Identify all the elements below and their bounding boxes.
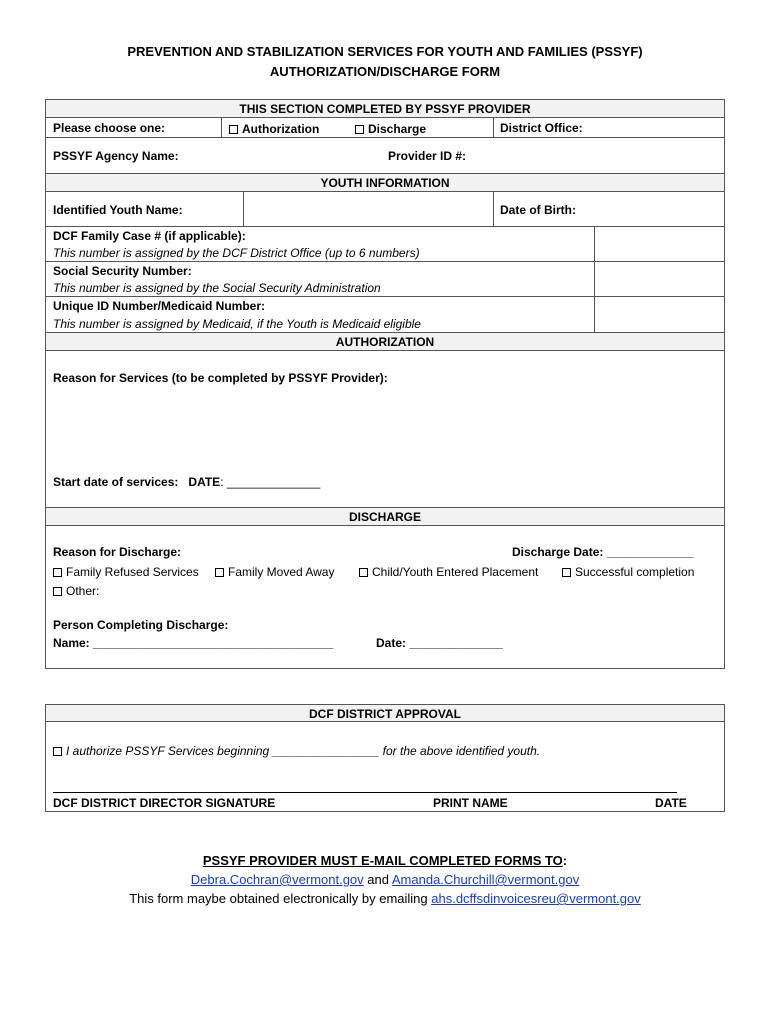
checkbox-icon[interactable] (53, 587, 62, 596)
discharge-option-label: Family Refused Services (66, 565, 199, 579)
unique-id-label: Unique ID Number/Medicaid Number: (53, 299, 266, 313)
footer-colon: : (562, 853, 568, 868)
footer-instruction-line (0, 851, 770, 870)
form-title-line2: AUTHORIZATION/DISCHARGE FORM (269, 64, 501, 79)
discharge-checkbox[interactable] (355, 125, 364, 134)
provider-section-heading: THIS SECTION COMPLETED BY PSSYF PROVIDER (239, 102, 531, 116)
ssn-label: Social Security Number: (53, 264, 192, 278)
discharge-option-label: Discharge (368, 122, 427, 136)
date-of-birth-label: Date of Birth: (500, 203, 576, 217)
authorization-option[interactable] (229, 122, 319, 136)
authorize-text: I authorize PSSYF Services beginning ________________ for the above identified youth. (66, 744, 541, 758)
email-link-invoices[interactable]: ahs.dcffsdinvoicesreu@vermont.gov (431, 891, 641, 906)
agency-name-label: PSSYF Agency Name: (53, 149, 179, 163)
signature-line[interactable] (53, 792, 677, 793)
provider-id-label: Provider ID #: (388, 149, 467, 163)
discharge-section-heading: DISCHARGE (348, 510, 421, 524)
discharge-option-label: Successful completion (575, 565, 695, 579)
date-of-birth-field[interactable] (596, 193, 723, 224)
checkbox-icon[interactable] (215, 568, 224, 577)
footer-and: and (363, 872, 392, 887)
discharge-option-refused[interactable] (53, 565, 199, 579)
authorization-checkbox[interactable] (229, 125, 238, 134)
checkbox-icon[interactable] (359, 568, 368, 577)
checkbox-icon[interactable] (562, 568, 571, 577)
authorization-section-heading: AUTHORIZATION (335, 335, 435, 349)
case-number-label: DCF Family Case # (if applicable): (53, 229, 246, 243)
discharge-option-moved[interactable] (215, 565, 334, 579)
person-completing-label: Person Completing Discharge: (53, 618, 229, 632)
start-date-blank[interactable]: : ______________ (220, 475, 321, 489)
footer-obtain-text: This form maybe obtained electronically by emailing (129, 891, 432, 906)
director-signature-label: DCF DISTRICT DIRECTOR SIGNATURE (53, 796, 276, 810)
start-date-line (53, 475, 320, 489)
person-name-field[interactable]: Name: ____________________________________ (53, 636, 334, 650)
case-number-field[interactable] (596, 228, 723, 259)
discharge-option-label: Other: (66, 584, 100, 598)
form-title-line1: PREVENTION AND STABILIZATION SERVICES FOR YOUTH AND FAMILIES (PSSYF) (127, 44, 643, 59)
ssn-note: This number is assigned by the Social Security Administration (53, 281, 381, 295)
authorization-option-label: Authorization (242, 122, 320, 136)
footer-obtain-line (0, 889, 770, 908)
approval-section-heading: DCF DISTRICT APPROVAL (309, 707, 461, 721)
case-number-note: This number is assigned by the DCF District Office (up to 6 numbers) (53, 246, 420, 260)
email-link-debra[interactable]: Debra.Cochran@vermont.gov (190, 872, 364, 887)
discharge-option-label: Child/Youth Entered Placement (372, 565, 539, 579)
discharge-date-label[interactable]: Discharge Date: _____________ (512, 545, 694, 559)
unique-id-note: This number is assigned by Medicaid, if the Youth is Medicaid eligible (53, 317, 421, 331)
district-office-label: District Office: (500, 121, 583, 135)
youth-name-label: Identified Youth Name: (53, 203, 183, 217)
reason-for-services-field[interactable] (53, 388, 717, 468)
approval-date-label: DATE (655, 796, 687, 810)
youth-name-field[interactable] (245, 193, 491, 224)
discharge-option[interactable] (355, 122, 426, 136)
start-date-date-label: DATE (188, 475, 221, 489)
authorize-checkbox[interactable] (53, 747, 62, 756)
person-date-field[interactable]: Date: ______________ (376, 636, 503, 650)
print-name-label: PRINT NAME (433, 796, 508, 810)
youth-section-heading: YOUTH INFORMATION (320, 176, 450, 190)
footer-instruction: PSSYF PROVIDER MUST E-MAIL COMPLETED FORMS TO (202, 853, 563, 868)
start-date-label: Start date of services: (53, 475, 179, 489)
reason-for-discharge-label: Reason for Discharge: (53, 545, 182, 559)
email-link-amanda[interactable]: Amanda.Churchill@vermont.gov (391, 872, 580, 887)
ssn-field[interactable] (596, 263, 723, 294)
reason-for-services-label: Reason for Services (to be completed by PSSYF Provider): (53, 371, 388, 385)
footer-emails-line (0, 870, 770, 889)
discharge-option-other[interactable] (53, 584, 99, 598)
discharge-option-label: Family Moved Away (228, 565, 335, 579)
discharge-option-successful[interactable] (562, 565, 694, 579)
unique-id-field[interactable] (596, 298, 723, 330)
discharge-option-placement[interactable] (359, 565, 538, 579)
checkbox-icon[interactable] (53, 568, 62, 577)
choose-one-label: Please choose one: (53, 121, 166, 135)
authorize-statement[interactable] (53, 744, 540, 758)
